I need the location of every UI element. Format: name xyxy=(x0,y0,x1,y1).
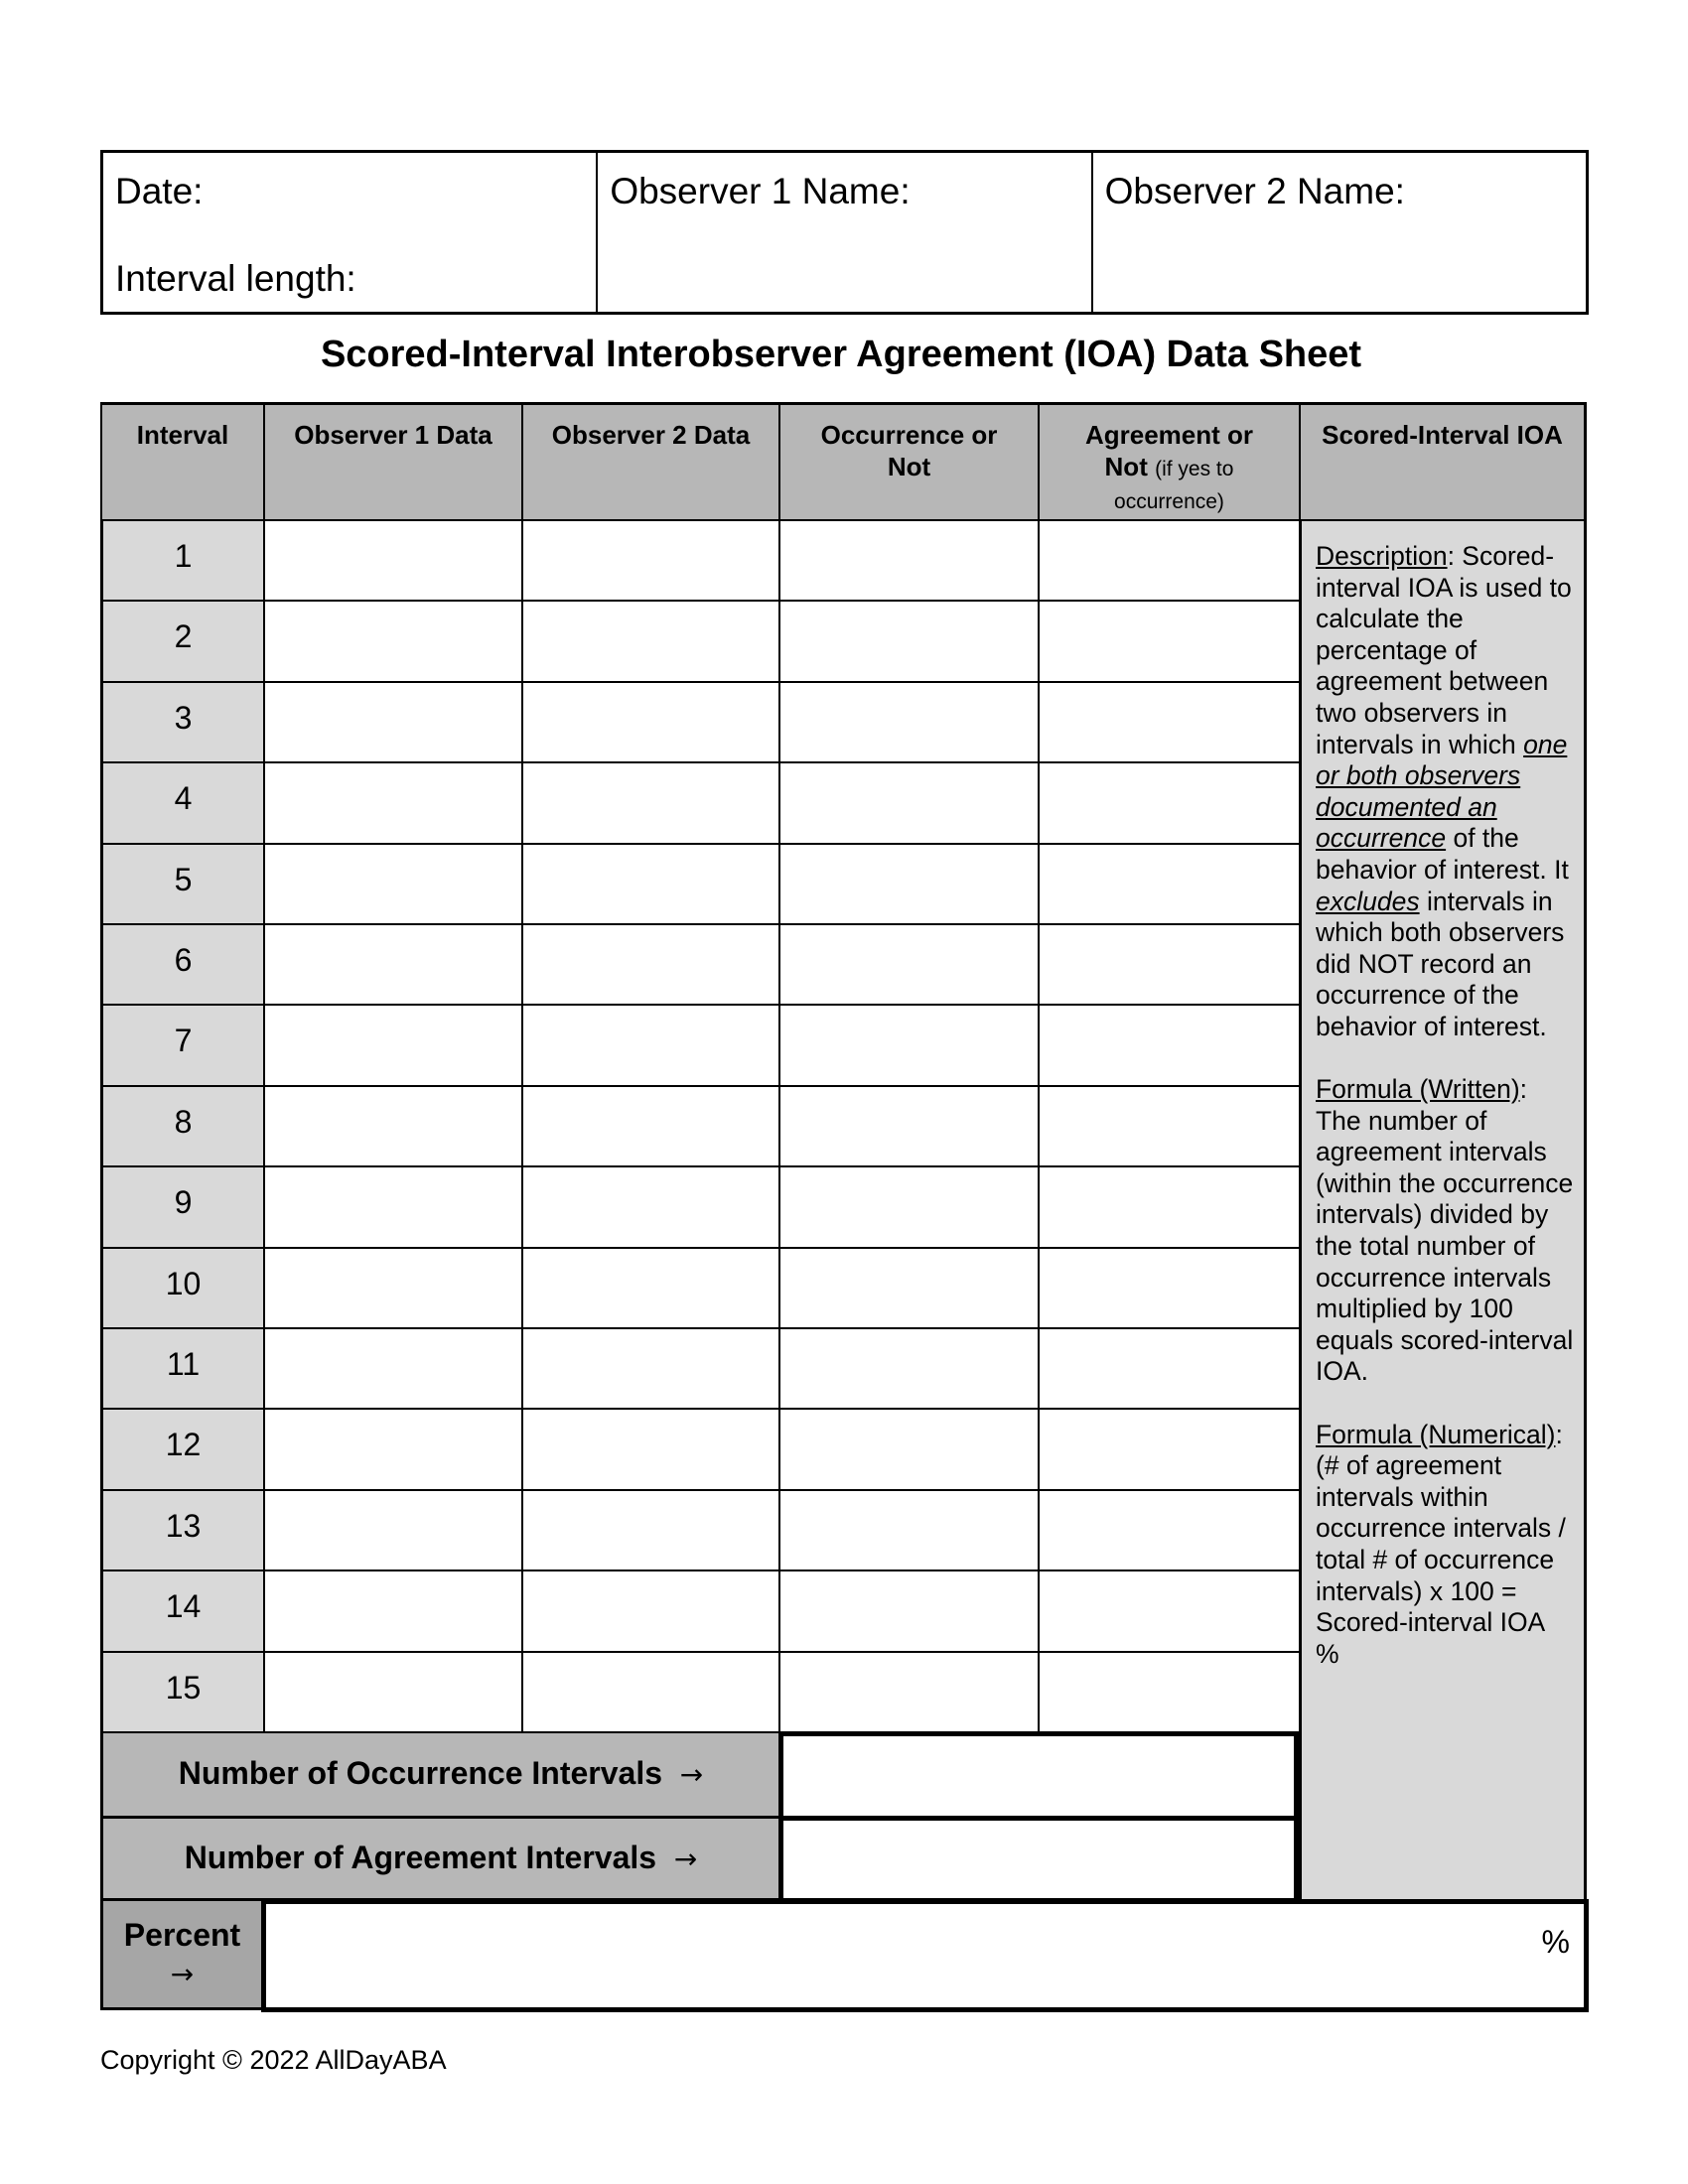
percent-input[interactable] xyxy=(266,1904,1524,2007)
description-panel xyxy=(1299,521,1587,1899)
occurrence-cell[interactable] xyxy=(778,845,1038,925)
agreement-input[interactable] xyxy=(1040,925,1299,1004)
agreement-input[interactable] xyxy=(1040,1087,1299,1165)
agreement-cell[interactable] xyxy=(1038,1571,1299,1652)
obs1-cell[interactable] xyxy=(263,845,521,925)
occurrence-input[interactable] xyxy=(780,925,1038,1004)
occurrence-intervals-label-text: Number of Occurrence Intervals xyxy=(178,1755,663,1791)
arrow-right-icon: → xyxy=(679,1758,704,1791)
occurrence-input[interactable] xyxy=(780,1410,1038,1488)
obs2-cell[interactable] xyxy=(521,602,778,682)
obs2-input[interactable] xyxy=(523,1006,778,1084)
obs1-cell[interactable] xyxy=(263,763,521,844)
obs1-cell[interactable] xyxy=(263,521,521,602)
occurrence-input[interactable] xyxy=(780,683,1038,761)
obs2-cell[interactable] xyxy=(521,925,778,1006)
agreement-cell[interactable] xyxy=(1038,1491,1299,1571)
occurrence-input[interactable] xyxy=(780,845,1038,923)
obs2-input[interactable] xyxy=(523,1087,778,1165)
interval-number: 2 xyxy=(100,602,263,682)
info-box xyxy=(100,150,1589,315)
obs1-cell[interactable] xyxy=(263,1329,521,1410)
agreement-cell[interactable] xyxy=(1038,683,1299,763)
obs2-input[interactable] xyxy=(523,1167,778,1246)
observer2-name-label: Observer 2 Name: xyxy=(1104,171,1405,211)
interval-number: 9 xyxy=(100,1167,263,1248)
obs2-input[interactable] xyxy=(523,925,778,1004)
description-emphasis: one or both observers documented an occurrence xyxy=(1316,729,1568,854)
agreement-cell[interactable] xyxy=(1038,521,1299,602)
observer2-name-cell[interactable] xyxy=(1091,153,1586,312)
agreement-intervals-field[interactable] xyxy=(778,1816,1299,1903)
arrow-right-icon: → xyxy=(170,1958,195,1990)
agreement-cell[interactable] xyxy=(1038,1167,1299,1248)
formula-written-paragraph: Formula (Written): The number of agreement intervals (within the occurrence intervals) divided by the total number of occurrence intervals multiplied by 100 equals scored-interval IOA. xyxy=(1316,1074,1574,1387)
obs2-cell[interactable] xyxy=(521,763,778,844)
date-cell[interactable] xyxy=(103,153,596,312)
column-header-observer1-data xyxy=(263,402,521,521)
column-header-scored-interval-ioa xyxy=(1299,402,1587,521)
formula-written-heading: Formula (Written) xyxy=(1316,1074,1520,1105)
observer1-name-label: Observer 1 Name: xyxy=(610,171,911,211)
obs1-input[interactable] xyxy=(265,1006,521,1084)
agreement-input[interactable] xyxy=(1040,521,1299,600)
obs2-cell[interactable] xyxy=(521,1329,778,1410)
occurrence-cell[interactable] xyxy=(778,683,1038,763)
occurrence-cell[interactable] xyxy=(778,1087,1038,1167)
obs1-cell[interactable] xyxy=(263,1653,521,1733)
obs2-input[interactable] xyxy=(523,845,778,923)
obs2-input[interactable] xyxy=(523,1653,778,1731)
agreement-intervals-label xyxy=(100,1819,778,1901)
obs1-cell[interactable] xyxy=(263,1167,521,1248)
obs2-input[interactable] xyxy=(523,683,778,761)
occurrence-cell[interactable] xyxy=(778,1167,1038,1248)
agreement-cell[interactable] xyxy=(1038,602,1299,682)
obs2-cell[interactable] xyxy=(521,1571,778,1652)
occurrence-cell[interactable] xyxy=(778,1329,1038,1410)
obs2-cell[interactable] xyxy=(521,1006,778,1086)
column-header-agreement xyxy=(1038,402,1299,521)
copyright-footer: Copyright © 2022 AllDayABA xyxy=(100,2045,447,2075)
occurrence-cell[interactable] xyxy=(778,1006,1038,1086)
obs1-input[interactable] xyxy=(265,763,521,842)
obs2-cell[interactable] xyxy=(521,1087,778,1167)
agreement-cell[interactable] xyxy=(1038,763,1299,844)
column-header-observer1-data-label: Observer 1 Data xyxy=(294,420,492,450)
occurrence-cell[interactable] xyxy=(778,521,1038,602)
description-text-2: of the behavior of interest. It xyxy=(1316,823,1569,885)
obs1-cell[interactable] xyxy=(263,1410,521,1490)
occurrence-cell[interactable] xyxy=(778,925,1038,1006)
obs1-input[interactable] xyxy=(265,1249,521,1327)
occurrence-cell[interactable] xyxy=(778,602,1038,682)
obs2-cell[interactable] xyxy=(521,845,778,925)
interval-number: 1 xyxy=(100,521,263,602)
obs2-input[interactable] xyxy=(523,1571,778,1650)
interval-number: 3 xyxy=(100,683,263,763)
occurrence-cell[interactable] xyxy=(778,763,1038,844)
interval-length-label: Interval length: xyxy=(115,258,356,299)
interval-number: 13 xyxy=(100,1491,263,1571)
column-header-interval xyxy=(100,402,263,521)
obs1-cell[interactable] xyxy=(263,1087,521,1167)
obs1-cell[interactable] xyxy=(263,683,521,763)
occurrence-cell[interactable] xyxy=(778,1491,1038,1571)
obs2-input[interactable] xyxy=(523,1491,778,1570)
percent-sign: % xyxy=(1541,1924,1570,1960)
page-title-text: Scored-Interval Interobserver Agreement (IOA) Data Sheet xyxy=(320,334,1362,375)
occurrence-input[interactable] xyxy=(780,1653,1038,1731)
observer1-name-cell[interactable] xyxy=(596,153,1090,312)
agreement-cell[interactable] xyxy=(1038,1410,1299,1490)
occurrence-input[interactable] xyxy=(780,1249,1038,1327)
agreement-input[interactable] xyxy=(1040,1167,1299,1246)
obs2-input[interactable] xyxy=(523,521,778,600)
agreement-input[interactable] xyxy=(1040,1410,1299,1488)
agreement-cell[interactable] xyxy=(1038,1249,1299,1329)
obs1-cell[interactable] xyxy=(263,925,521,1006)
occurrence-cell[interactable] xyxy=(778,1249,1038,1329)
date-label: Date: xyxy=(115,171,204,211)
obs2-cell[interactable] xyxy=(521,683,778,763)
interval-number: 6 xyxy=(100,925,263,1006)
description-paragraph: Description: Scored-interval IOA is used to calculate the percentage of agreement between two observers in intervals in which one or both observers documented an occurrence of the behavior of interest. It excludes intervals in which both observers did NOT record an occurrence of the behavior of interest. xyxy=(1316,541,1572,1041)
interval-number: 12 xyxy=(100,1410,263,1490)
obs1-input[interactable] xyxy=(265,1087,521,1165)
obs2-cell[interactable] xyxy=(521,1491,778,1571)
obs2-cell[interactable] xyxy=(521,521,778,602)
obs1-cell[interactable] xyxy=(263,1491,521,1571)
interval-number: 10 xyxy=(100,1249,263,1329)
column-header-observer2-data xyxy=(521,402,778,521)
obs2-input[interactable] xyxy=(523,763,778,842)
occurrence-input[interactable] xyxy=(780,1167,1038,1246)
agreement-intervals-input[interactable] xyxy=(783,1821,1294,1898)
percent-label-text: Percent xyxy=(123,1917,241,1953)
agreement-input[interactable] xyxy=(1040,683,1299,761)
agreement-cell[interactable] xyxy=(1038,845,1299,925)
percent-field[interactable] xyxy=(261,1899,1589,2012)
interval-number: 14 xyxy=(100,1571,263,1652)
obs2-input[interactable] xyxy=(523,1410,778,1488)
agreement-cell[interactable] xyxy=(1038,925,1299,1006)
obs1-input[interactable] xyxy=(265,521,521,600)
agreement-intervals-label-text: Number of Agreement Intervals xyxy=(184,1840,657,1875)
agreement-input[interactable] xyxy=(1040,602,1299,680)
formula-numerical-heading: Formula (Numerical) xyxy=(1316,1419,1556,1449)
agreement-input[interactable] xyxy=(1040,1006,1299,1084)
obs1-input[interactable] xyxy=(265,683,521,761)
agreement-cell[interactable] xyxy=(1038,1006,1299,1086)
column-header-agreement-note: (if yes to occurrence) xyxy=(1114,458,1234,513)
occurrence-cell[interactable] xyxy=(778,1653,1038,1733)
interval-number: 5 xyxy=(100,845,263,925)
description-text-3: intervals in which both observers did NOT record an occurrence of the behavior of interest. xyxy=(1316,886,1565,1041)
column-header-occurrence-label: Occurrence or Not xyxy=(820,420,998,481)
obs1-input[interactable] xyxy=(265,1491,521,1570)
description-text-1: Scored-interval IOA is used to calculate the percentage of agreement between two observers in intervals in which xyxy=(1316,541,1572,759)
agreement-input[interactable] xyxy=(1040,1491,1299,1570)
formula-numerical-text: (# of agreement intervals within occurrence intervals / total # of occurrence intervals) x 100 = Scored-interval IOA % xyxy=(1316,1450,1566,1669)
obs1-input[interactable] xyxy=(265,925,521,1004)
obs1-cell[interactable] xyxy=(263,602,521,682)
occurrence-cell[interactable] xyxy=(778,1410,1038,1490)
occurrence-intervals-field[interactable] xyxy=(778,1731,1299,1821)
obs1-input[interactable] xyxy=(265,1410,521,1488)
occurrence-intervals-input[interactable] xyxy=(783,1736,1294,1816)
obs2-cell[interactable] xyxy=(521,1167,778,1248)
obs2-cell[interactable] xyxy=(521,1410,778,1490)
obs1-cell[interactable] xyxy=(263,1006,521,1086)
agreement-input[interactable] xyxy=(1040,1329,1299,1408)
percent-label xyxy=(100,1901,261,2010)
column-header-occurrence xyxy=(778,402,1038,521)
occurrence-input[interactable] xyxy=(780,602,1038,680)
formula-written-text: The number of agreement intervals (within the occurrence intervals) divided by the total number of occurrence intervals multiplied by 100 equals scored-interval IOA. xyxy=(1316,1105,1574,1387)
interval-number: 11 xyxy=(100,1329,263,1410)
occurrence-input[interactable] xyxy=(780,1087,1038,1165)
column-header-observer2-data-label: Observer 2 Data xyxy=(551,420,751,450)
column-header-scored-interval-ioa-label: Scored-Interval IOA xyxy=(1322,420,1563,450)
obs1-input[interactable] xyxy=(265,1571,521,1650)
agreement-input[interactable] xyxy=(1040,1653,1299,1731)
obs2-input[interactable] xyxy=(523,1249,778,1327)
occurrence-cell[interactable] xyxy=(778,1571,1038,1652)
formula-numerical-paragraph: Formula (Numerical): (# of agreement intervals within occurrence intervals / total # of occurrence intervals) x 100 = Scored-interval IOA % xyxy=(1316,1419,1566,1669)
interval-number: 8 xyxy=(100,1087,263,1167)
interval-number: 4 xyxy=(100,763,263,844)
agreement-input[interactable] xyxy=(1040,1249,1299,1327)
interval-number: 7 xyxy=(100,1006,263,1086)
description-excludes: excludes xyxy=(1316,886,1420,916)
description-heading: Description xyxy=(1316,541,1448,571)
occurrence-input[interactable] xyxy=(780,1329,1038,1408)
obs1-input[interactable] xyxy=(265,845,521,923)
obs1-input[interactable] xyxy=(265,1653,521,1731)
obs2-input[interactable] xyxy=(523,602,778,680)
obs2-cell[interactable] xyxy=(521,1653,778,1733)
occurrence-input[interactable] xyxy=(780,763,1038,842)
obs1-input[interactable] xyxy=(265,602,521,680)
agreement-cell[interactable] xyxy=(1038,1653,1299,1733)
occurrence-input[interactable] xyxy=(780,1571,1038,1650)
column-header-agreement-label: Agreement or Not xyxy=(1084,420,1254,481)
obs2-input[interactable] xyxy=(523,1329,778,1408)
agreement-input[interactable] xyxy=(1040,763,1299,842)
agreement-cell[interactable] xyxy=(1038,1329,1299,1410)
obs1-input[interactable] xyxy=(265,1167,521,1246)
agreement-cell[interactable] xyxy=(1038,1087,1299,1167)
page-title xyxy=(0,336,1688,373)
agreement-input[interactable] xyxy=(1040,845,1299,923)
occurrence-input[interactable] xyxy=(780,1006,1038,1084)
occurrence-intervals-label xyxy=(100,1733,778,1819)
obs1-cell[interactable] xyxy=(263,1571,521,1652)
occurrence-input[interactable] xyxy=(780,521,1038,600)
column-header-interval-label: Interval xyxy=(136,420,229,450)
obs1-cell[interactable] xyxy=(263,1249,521,1329)
obs2-cell[interactable] xyxy=(521,1249,778,1329)
occurrence-input[interactable] xyxy=(780,1491,1038,1570)
arrow-right-icon: → xyxy=(673,1843,698,1875)
agreement-input[interactable] xyxy=(1040,1571,1299,1650)
interval-number: 15 xyxy=(100,1653,263,1733)
obs1-input[interactable] xyxy=(265,1329,521,1408)
